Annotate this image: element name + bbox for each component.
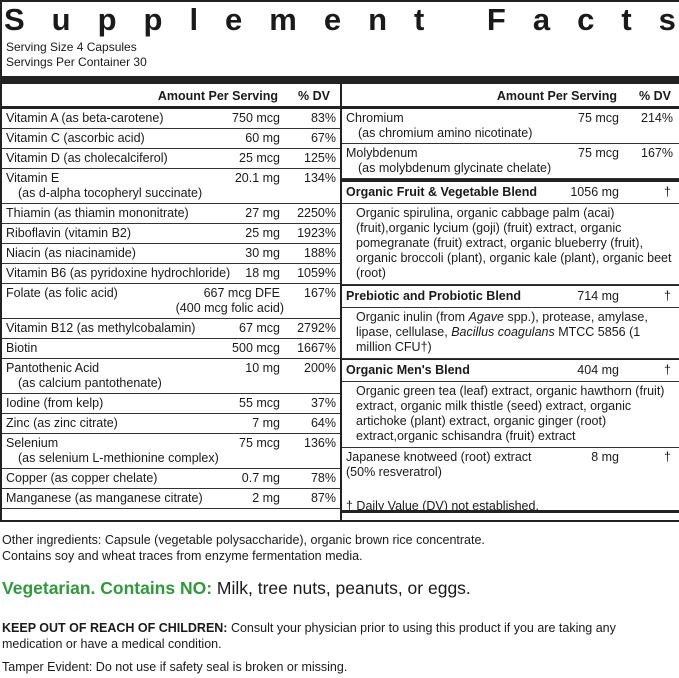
nutrient-dv: 87% bbox=[310, 491, 336, 505]
nutrient-row bbox=[2, 149, 340, 169]
nutrient-amount: 8 mg bbox=[591, 450, 619, 464]
footnote: † Daily Value (DV) not established. bbox=[346, 499, 539, 513]
nutrient-amount-detail: (400 mcg folic acid) bbox=[175, 301, 284, 315]
nutrient-row bbox=[2, 284, 340, 319]
nutrient-row bbox=[2, 109, 340, 129]
blend-heading bbox=[342, 182, 679, 204]
nutrient-amount: 27 mg bbox=[245, 206, 280, 220]
warning-statement bbox=[2, 620, 679, 652]
nutrient-amount: 67 mcg bbox=[239, 321, 280, 335]
dv-header: % DV bbox=[298, 89, 330, 103]
title-letter: n bbox=[368, 2, 388, 37]
nutrient-name: Thiamin (as thiamin mononitrate) bbox=[6, 206, 189, 220]
nutrient-row bbox=[2, 319, 340, 339]
nutrient-name: Pantothenic Acid bbox=[6, 361, 100, 375]
desc-part: Organic inulin (from bbox=[356, 310, 469, 324]
title-letter: p bbox=[143, 2, 163, 37]
nutrient-name: Vitamin C (ascorbic acid) bbox=[6, 131, 145, 145]
nutrient-name: Vitamin B12 (as methylcobalamin) bbox=[6, 321, 196, 335]
nutrient-dv: 136% bbox=[304, 436, 336, 450]
nutrient-name: Vitamin B6 (as pyridoxine hydrochloride) bbox=[6, 266, 231, 280]
blend-heading bbox=[342, 286, 679, 308]
title-letter: u bbox=[51, 2, 71, 37]
nutrient-name: Molybdenum bbox=[346, 146, 418, 160]
blend-mens bbox=[342, 359, 679, 448]
nutrient-row bbox=[2, 204, 340, 224]
amount-header: Amount Per Serving bbox=[157, 89, 278, 103]
title-letter: S bbox=[4, 2, 25, 37]
title-letter: a bbox=[532, 2, 551, 37]
other-ingredients: Other ingredients: Capsule (vegetable polysaccharide), organic brown rice concentrate. bbox=[2, 533, 485, 547]
blend-ingredients: Organic spirulina, organic cabbage palm (acai) (fruit),organic lycium (goji) (fruit) extract, organic pomegranate (fruit) extract, organic blueberry (fruit), organic broccoli (plant), organic kale (plant), organic beet (root) bbox=[342, 204, 679, 285]
nutrient-dv: 167% bbox=[304, 286, 336, 300]
blend-heading bbox=[342, 360, 679, 382]
warning-bold: KEEP OUT OF REACH OF CHILDREN: bbox=[2, 621, 228, 635]
warning-text: Consult your physician prior to using this product if you are taking any medication or have a medical condition. bbox=[2, 621, 616, 651]
title-letter: s bbox=[658, 2, 676, 37]
nutrient-sub: (as calcium pantothenate) bbox=[18, 376, 162, 390]
nutrient-dv: 78% bbox=[310, 471, 336, 485]
nutrient-amount: 7 mg bbox=[252, 416, 280, 430]
nutrient-row bbox=[2, 469, 340, 489]
nutrient-dv: 1059% bbox=[297, 266, 336, 280]
title-letter: l bbox=[189, 2, 199, 37]
nutrient-dv: 83% bbox=[310, 111, 336, 125]
title-letter: t bbox=[414, 2, 425, 37]
dagger-mark: † bbox=[664, 289, 671, 303]
nutrient-row bbox=[2, 434, 340, 469]
nutrient-row bbox=[2, 224, 340, 244]
contains-traces: Contains soy and wheat traces from enzyme fermentation media. bbox=[2, 549, 363, 563]
knotweed-row bbox=[342, 448, 679, 482]
nutrient-dv: 37% bbox=[310, 396, 336, 410]
nutrient-row bbox=[2, 244, 340, 264]
title-letter: e bbox=[225, 2, 243, 37]
title-letter: c bbox=[577, 2, 595, 37]
nutrient-row bbox=[2, 359, 340, 394]
thick-rule bbox=[2, 76, 679, 84]
nutrient-dv: 1923% bbox=[297, 226, 336, 240]
nutrient-dv: 188% bbox=[304, 246, 336, 260]
blend-name: Organic Fruit & Vegetable Blend bbox=[346, 185, 538, 199]
dagger-mark: † bbox=[664, 450, 671, 464]
desc-italic: Bacillus coagulans bbox=[451, 325, 555, 339]
nutrient-dv: 67% bbox=[310, 131, 336, 145]
nutrient-amount: 0.7 mg bbox=[241, 471, 280, 485]
nutrient-amount: 750 mcg bbox=[232, 111, 280, 125]
nutrient-name: Chromium bbox=[346, 111, 404, 125]
nutrient-amount: 500 mcg bbox=[232, 341, 280, 355]
nutrient-sub: (as d-alpha tocopheryl succinate) bbox=[18, 186, 203, 200]
servings-per-container: Servings Per Container 30 bbox=[6, 55, 147, 69]
blend-fruit-veg bbox=[342, 179, 679, 285]
other-ingredients-block bbox=[2, 532, 485, 564]
nutrient-amount: 667 mcg DFE bbox=[203, 286, 280, 300]
nutrient-name: Japanese knotweed (root) extract bbox=[346, 450, 532, 464]
nutrient-amount: 18 mg bbox=[245, 266, 280, 280]
nutrient-row bbox=[2, 394, 340, 414]
nutrient-amount: 55 mcg bbox=[239, 396, 280, 410]
blend-amount: 1056 mg bbox=[570, 185, 619, 199]
nutrient-dv: 2250% bbox=[297, 206, 336, 220]
nutrient-name: Iodine (from kelp) bbox=[6, 396, 104, 410]
nutrient-amount: 25 mg bbox=[245, 226, 280, 240]
vegetarian-rest: Milk, tree nuts, peanuts, or eggs. bbox=[212, 578, 471, 598]
title-letter bbox=[451, 2, 460, 38]
nutrient-row bbox=[2, 129, 340, 149]
nutrient-dv: 134% bbox=[304, 171, 336, 185]
nutrient-sub: (as selenium L-methionine complex) bbox=[18, 451, 219, 465]
nutrient-name: Zinc (as zinc citrate) bbox=[6, 416, 118, 430]
nutrient-row bbox=[2, 489, 340, 509]
desc-italic: Agave bbox=[468, 310, 504, 324]
nutrient-amount: 75 mcg bbox=[239, 436, 280, 450]
nutrient-dv: 167% bbox=[641, 146, 673, 160]
nutrient-dv: 125% bbox=[304, 151, 336, 165]
left-column bbox=[2, 84, 340, 509]
desc-part: spp.), protease, amylase, lipase, cellulase, bbox=[356, 310, 648, 339]
blend-ingredients bbox=[342, 308, 679, 359]
panel-title bbox=[4, 2, 676, 38]
nutrient-name: Biotin bbox=[6, 341, 38, 355]
nutrient-dv: 64% bbox=[310, 416, 336, 430]
blend-name: Prebiotic and Probiotic Blend bbox=[346, 289, 522, 303]
title-letter: t bbox=[621, 2, 632, 37]
nutrient-name: Vitamin D (as cholecalciferol) bbox=[6, 151, 168, 165]
nutrient-name: Vitamin A (as beta-carotene) bbox=[6, 111, 164, 125]
nutrient-dv: 214% bbox=[641, 111, 673, 125]
tamper-statement: Tamper Evident: Do not use if safety seal is broken or missing. bbox=[2, 660, 348, 674]
nutrient-name: Selenium bbox=[6, 436, 59, 450]
right-column bbox=[342, 84, 679, 482]
nutrient-name: Riboflavin (vitamin B2) bbox=[6, 226, 132, 240]
nutrient-row bbox=[342, 109, 679, 144]
nutrient-amount: 2 mg bbox=[252, 491, 280, 505]
vegetarian-statement bbox=[2, 578, 471, 599]
blend-name: Organic Men's Blend bbox=[346, 363, 470, 377]
nutrient-amount: 75 mcg bbox=[578, 146, 619, 160]
nutrient-sub: (50% resveratrol) bbox=[346, 465, 442, 479]
nutrient-dv: 200% bbox=[304, 361, 336, 375]
serving-size: Serving Size 4 Capsules bbox=[6, 40, 137, 54]
vegetarian-label: Vegetarian. Contains NO: bbox=[2, 578, 213, 598]
dv-header: % DV bbox=[639, 89, 671, 103]
title-letter: p bbox=[97, 2, 117, 37]
right-header bbox=[342, 84, 679, 109]
nutrient-sub: (as molybdenum glycinate chelate) bbox=[358, 161, 552, 175]
title-letter: F bbox=[486, 2, 506, 37]
dagger-mark: † bbox=[664, 185, 671, 199]
desc-part: MTCC 5856 (1 million CFU†) bbox=[356, 325, 641, 354]
nutrient-row bbox=[2, 264, 340, 284]
nutrient-amount: 60 mg bbox=[245, 131, 280, 145]
dagger-mark: † bbox=[664, 363, 671, 377]
nutrient-name: Copper (as copper chelate) bbox=[6, 471, 158, 485]
blend-prebiotic bbox=[342, 285, 679, 359]
nutrient-name: Manganese (as manganese citrate) bbox=[6, 491, 203, 505]
title-letter: m bbox=[269, 2, 297, 37]
blend-amount: 404 mg bbox=[577, 363, 619, 377]
nutrient-row bbox=[342, 144, 679, 179]
nutrient-name: Folate (as folic acid) bbox=[6, 286, 118, 300]
nutrient-dv: 2792% bbox=[297, 321, 336, 335]
title-letter: e bbox=[323, 2, 342, 37]
nutrient-row bbox=[2, 414, 340, 434]
nutrient-row bbox=[2, 339, 340, 359]
nutrient-name: Niacin (as niacinamide) bbox=[6, 246, 136, 260]
nutrient-name: Vitamin E bbox=[6, 171, 60, 185]
nutrient-amount: 25 mcg bbox=[239, 151, 280, 165]
left-header bbox=[2, 84, 340, 109]
blend-ingredients: Organic green tea (leaf) extract, organic hawthorn (fruit) extract, organic milk thistle (seed) extract, organic artichoke (plant) extract, organic ginger (root) extract,organic schisandra (fruit) extract bbox=[342, 382, 679, 448]
blend-amount: 714 mg bbox=[577, 289, 619, 303]
nutrient-amount: 75 mcg bbox=[578, 111, 619, 125]
serving-info bbox=[6, 40, 147, 70]
nutrient-row bbox=[2, 169, 340, 204]
amount-header: Amount Per Serving bbox=[496, 89, 617, 103]
nutrient-amount: 10 mg bbox=[245, 361, 280, 375]
nutrient-dv: 1667% bbox=[297, 341, 336, 355]
nutrient-sub: (as chromium amino nicotinate) bbox=[358, 126, 533, 140]
nutrient-amount: 20.1 mg bbox=[234, 171, 280, 185]
nutrient-amount: 30 mg bbox=[245, 246, 280, 260]
